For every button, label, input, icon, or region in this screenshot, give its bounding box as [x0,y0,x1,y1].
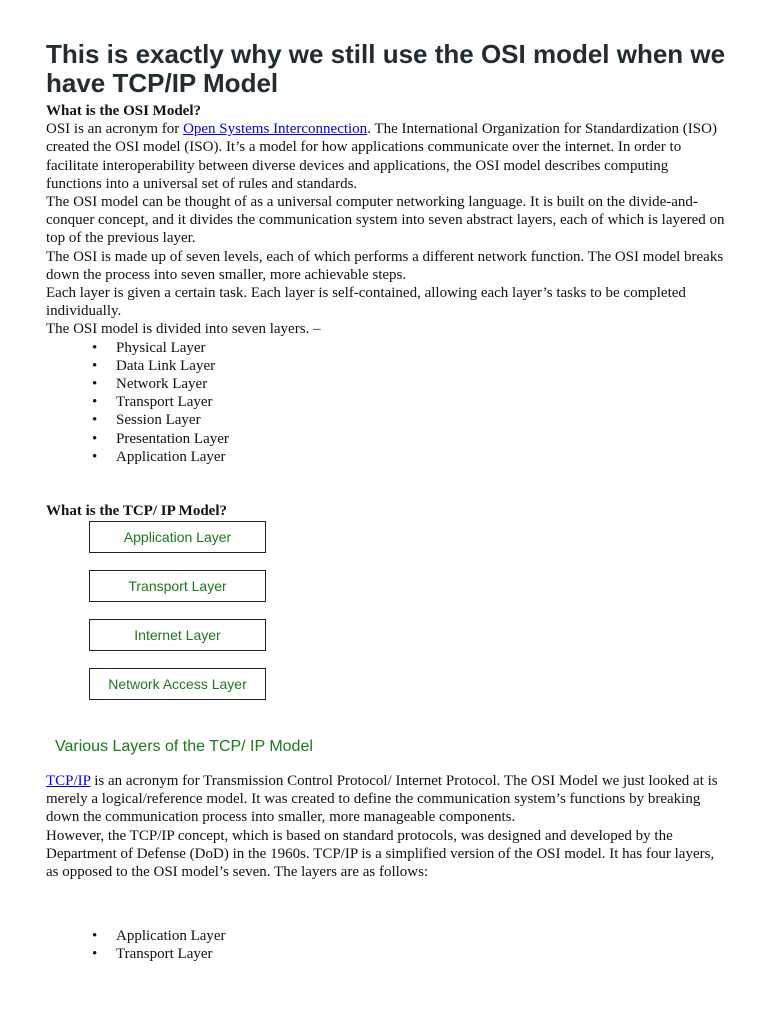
osi-paragraph-5: The OSI model is divided into seven layers. – [46,321,321,338]
list-item-label: Transport Layer [116,946,213,963]
list-item-label: Transport Layer [116,394,213,411]
tcp-layer-list-wrap [46,927,726,963]
osi-p1-text-before: OSI is an acronym for [46,121,184,138]
list-item-label: Physical Layer [116,339,206,356]
list-item [46,357,726,375]
list-item [46,375,726,393]
bullet-icon: • [92,928,98,944]
list-item [46,430,726,448]
bullet-icon: • [92,394,98,411]
bullet-icon: • [92,430,98,447]
list-item-label: Network Layer [116,376,208,393]
bullet-icon: • [92,339,98,356]
diagram-box-transport: Transport Layer [89,570,266,602]
tcp-ip-link[interactable]: TCP/IP [46,773,91,789]
tcp-p1-text-after: is an acronym for Transmission Control Protocol/ Internet Protocol. The OSI Model we just looked at is merely a logical/reference model. It was created to define the communication system’s functions by breaking down the communication process into smaller, more manageable components. [46,773,718,826]
list-item [46,927,726,945]
diagram-box-network-access: Network Access Layer [89,668,266,700]
list-item [46,393,726,411]
diagram-box-application: Application Layer [89,521,266,553]
list-item-label: Application Layer [116,448,226,465]
osi-link[interactable]: Open Systems Interconnection [183,121,368,138]
osi-paragraph-4: Each layer is given a certain task. Each layer is self-contained, allowing each layer’s tasks to be completed individually. [46,285,686,320]
list-item-label: Application Layer [116,928,226,944]
diagram-box-internet: Internet Layer [89,619,266,651]
bullet-icon: • [92,448,98,465]
bullet-icon: • [92,946,98,963]
osi-p1-text-after: . The International Organization for Standardization (ISO) created the OSI model (ISO). It’s a model for how applications communicate over the internet. In order to facilitate interoperability between diverse devices and applications, the OSI model describes computing functions into a universal set of rules and standards. [46,121,717,192]
osi-paragraph-2: The OSI model can be thought of as a universal computer networking language. It is built on the divide-and-conquer concept, and it divides the communication system into seven abstract layers, each of which is layered on top of the previous layer. [46,194,725,247]
page-title: This is exactly why we still use the OSI model when we have TCP/IP Model [46,39,726,98]
bullet-icon: • [92,357,98,374]
osi-paragraph-1 [46,120,726,193]
tcp-section [46,772,726,881]
tcp-heading-wrap [46,502,726,520]
bullet-icon: • [92,376,98,393]
list-item [46,339,726,357]
list-item [46,448,726,466]
osi-layer-list [46,339,726,466]
diagram-caption: Various Layers of the TCP/ IP Model [55,738,313,755]
tcp-paragraph-2: However, the TCP/IP concept, which is based on standard protocols, was designed and developed by the Department of Defense (DoD) in the 1960s. TCP/IP is a simplified version of the OSI model. It has four layers, as opposed to the OSI model’s seven. The layers are as follows: [46,827,715,881]
tcp-paragraph-1 [46,772,726,827]
tcp-layer-list [46,927,726,963]
list-item-label: Session Layer [116,412,201,429]
osi-heading: What is the OSI Model? [46,103,202,119]
tcp-heading: What is the TCP/ IP Model? [46,503,227,519]
osi-paragraph-3: The OSI is made up of seven levels, each of which performs a different network function. The OSI model breaks down the process into seven smaller, more achievable steps. [46,248,724,283]
list-item-label: Presentation Layer [116,430,229,447]
list-item [46,945,726,963]
list-item-label: Data Link Layer [116,357,216,374]
osi-section [46,102,726,466]
bullet-icon: • [92,412,98,429]
list-item [46,411,726,429]
